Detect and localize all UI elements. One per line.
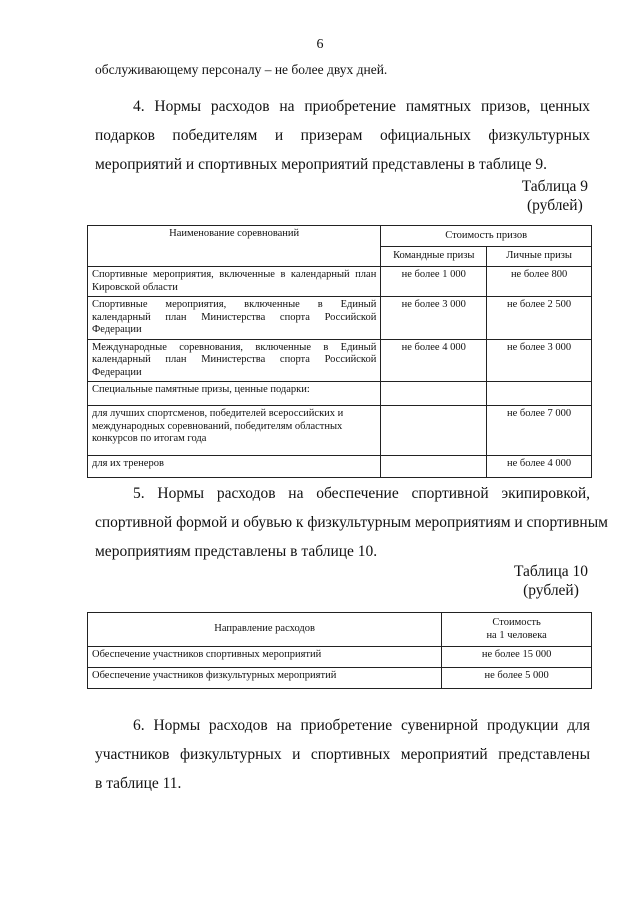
paragraph-line: 5. Нормы расходов на обеспечение спортивной экипировкой, bbox=[133, 485, 590, 502]
table9-cell-name: Спортивные мероприятия, включенные в Единый календарный план Министерства спорта Российской Федерации bbox=[88, 297, 381, 340]
paragraph-4 bbox=[95, 92, 590, 179]
paragraph-line: мероприятий и спортивных мероприятий представлены в таблице 9. bbox=[95, 156, 548, 173]
table9-title: Таблица 9 bbox=[521, 178, 588, 195]
table-9 bbox=[87, 225, 592, 478]
table9-cell-team bbox=[381, 382, 487, 406]
table10-unit: (рублей) bbox=[523, 582, 579, 599]
table9-cell-name: Специальные памятные призы, ценные подарки: bbox=[88, 382, 381, 406]
table10-header-cost-line2: на 1 человека bbox=[486, 629, 547, 641]
table9-unit: (рублей) bbox=[526, 197, 583, 214]
table9-header-name: Наименование соревнований bbox=[88, 226, 381, 267]
table9-cell-personal: не более 2 500 bbox=[487, 297, 592, 340]
table9-cell-team: не более 4 000 bbox=[381, 339, 487, 382]
table10-header-direction: Направление расходов bbox=[88, 613, 442, 647]
paragraph-line: мероприятиям представлены в таблице 10. bbox=[95, 543, 378, 560]
table-10 bbox=[87, 612, 592, 689]
paragraph-line: 4. Нормы расходов на приобретение памятных призов, ценных bbox=[133, 98, 590, 115]
table9-cell-personal: не более 4 000 bbox=[487, 456, 592, 478]
table10-header-cost-line1: Стоимость bbox=[492, 617, 541, 628]
page-number: 6 bbox=[316, 37, 324, 52]
table9-cell-name: для лучших спортсменов, победителей всероссийских и международных соревнований, победителям областных конкурсов по итогам года bbox=[88, 406, 381, 456]
table9-cell-personal: не более 800 bbox=[487, 267, 592, 297]
table-row bbox=[88, 456, 592, 478]
table10-caption bbox=[514, 562, 588, 600]
table9-cell-personal: не более 7 000 bbox=[487, 406, 592, 456]
table-row bbox=[88, 406, 592, 456]
table9-cell-name: Спортивные мероприятия, включенные в календарный план Кировской области bbox=[88, 267, 381, 297]
table9-header-cost: Стоимость призов bbox=[381, 226, 592, 247]
table10-cell-cost: не более 5 000 bbox=[442, 668, 592, 689]
table9-cell-personal bbox=[487, 382, 592, 406]
table9-caption bbox=[522, 177, 588, 215]
table9-cell-personal: не более 3 000 bbox=[487, 339, 592, 382]
table9-cell-team: не более 1 000 bbox=[381, 267, 487, 297]
paragraph-line: 6. Нормы расходов на приобретение сувенирной продукции для bbox=[133, 717, 590, 734]
table-row bbox=[88, 647, 592, 668]
table-row bbox=[88, 267, 592, 297]
paragraph-line: спортивной формой и обувью к физкультурным мероприятиям и спортивным bbox=[95, 514, 608, 531]
table9-cell-team bbox=[381, 456, 487, 478]
table-row bbox=[88, 297, 592, 340]
table10-cell-name: Обеспечение участников спортивных мероприятий bbox=[88, 647, 442, 668]
table9-header-personal: Личные призы bbox=[487, 247, 592, 267]
table9-cell-team bbox=[381, 406, 487, 456]
table9-header-team: Командные призы bbox=[381, 247, 487, 267]
table-row bbox=[88, 339, 592, 382]
table-row bbox=[88, 668, 592, 689]
paragraph-line: в таблице 11. bbox=[95, 775, 182, 792]
intro-line: обслуживающему персоналу – не более двух дней. bbox=[95, 62, 388, 77]
paragraph-5 bbox=[95, 479, 608, 566]
paragraph-6 bbox=[95, 711, 590, 798]
table10-header-cost bbox=[442, 613, 592, 647]
paragraph-line: участников физкультурных и спортивных мероприятий представлены bbox=[95, 746, 590, 763]
table-row bbox=[88, 382, 592, 406]
table9-cell-team: не более 3 000 bbox=[381, 297, 487, 340]
table10-cell-cost: не более 15 000 bbox=[442, 647, 592, 668]
table10-title: Таблица 10 bbox=[513, 563, 588, 580]
table10-cell-name: Обеспечение участников физкультурных мероприятий bbox=[88, 668, 442, 689]
table9-cell-name: для их тренеров bbox=[88, 456, 381, 478]
paragraph-line: подарков победителям и призерам официальных физкультурных bbox=[95, 127, 590, 144]
table9-cell-name: Международные соревнования, включенные в Единый календарный план Министерства спорта Российской Федерации bbox=[88, 339, 381, 382]
